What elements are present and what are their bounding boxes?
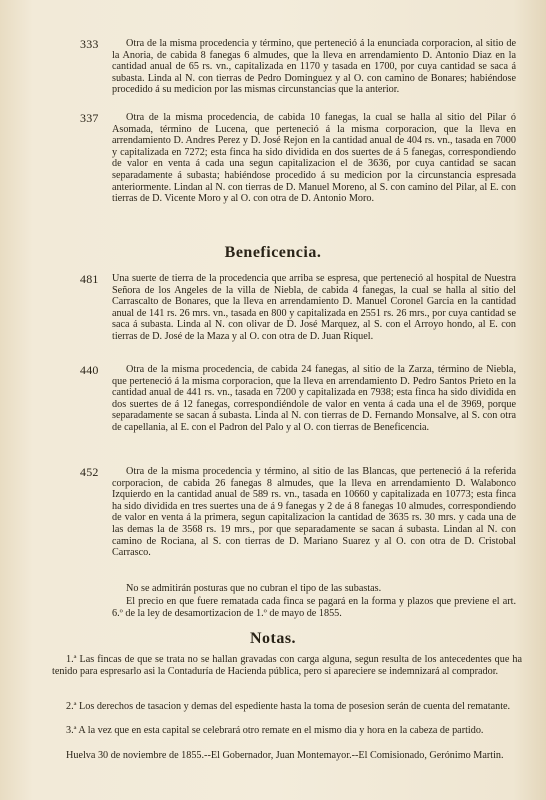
lot-description: Una suerte de tierra de la procedencia que arriba se espresa, que perteneció al hospital de Nuestra Señora de los Angeles de la villa de Niebla, de cabida 4 fanegas, la cual se halla al sitio del Carrascalto de Bonares, que la lleva en arrendamiento D. Manuel Coronel Garcia en la cantidad anual de 141 rs. 26 mrs. vn., tasada en 800 y capitalizada en 2551 rs. 26 mrs., por cuya cantidad se saca á subasta. Linda al N. con olivar de D. José Marquez, al S. con el Arroyo hondo, al E. con tierras de D. José de la Maza y al O. con otra de D. Juan Riquel. <box>112 273 516 342</box>
lot-description: Otra de la misma procedencia y término, al sitio de las Blancas, que perteneció á la referida corporacion, de cabida 26 fanegas 8 almudes, que la lleva en arrendamiento D. Walabonco Izquierdo en la cantidad anual de 589 rs. vn., tasada en 10660 y capitalizada en 10773; esta finca ha sido dividida en tres suertes una de á 9 fanegas y 2 de á 8 fanegas 10 almudes, correspondiendo de valor en venta á la primera, segun capitalizacion la cantidad de 3635 rs. 30 mrs. y cada una de las demas la de 3568 rs. 19 mrs., por que separadamente se sacan á subasta. Lindan al N. con camino de Rociana, al S. con tierras de D. Mariano Suarez y al O. con otra de D. Cristobal Carrasco. <box>112 466 516 559</box>
closing-paragraph: El precio en que fuere rematada cada finca se pagará en la forma y plazos que previene el art. 6.º de la ley de desamortizacion de 1.º de mayo de 1855. <box>112 596 516 619</box>
lot-number: 440 <box>80 363 99 377</box>
lot-description: Otra de la misma procedencia y término, que perteneció á la enunciada corporacion, al sitio de la Anoria, de cabida 8 fanegas 6 almudes, que la lleva en arrendamiento D. Antonio Diaz en la cantidad anual de 65 rs. vn., capitalizada en 1170 y tasada en 1700, por cuya cantidad se saca á subasta. Linda al N. con tierras de Pedro Dominguez y al O. con camino de Bonares; habiéndose procedido á su medicion por las mismas circunstancias que la anterior. <box>112 38 516 96</box>
note-item: 3.ª A la vez que en esta capital se celebrará otro remate en el mismo dia y hora en la cabeza de partido. <box>66 725 484 736</box>
note-item: 1.ª Las fincas de que se trata no se hallan gravadas con carga alguna, segun resulta de los antecedentes que ha tenido para espresarlo asi la Contaduría de Hacienda pública, pero si apareciere se indemnizará al comprador. <box>52 654 522 677</box>
lot-number: 481 <box>80 272 99 286</box>
lot-description: Otra de la misma procedencia, de cabida 24 fanegas, al sitio de la Zarza, término de Niebla, que perteneció á la misma corporacion, que la lleva en arrendamiento D. Pedro Santos Prieto en la cantidad anual de 441 rs. vn., tasada en 7200 y capitalizada en 7938; esta finca ha sido dividida en dos suertes de á 12 fanegas, correspondiéndole de valor en venta á cada una el de 3969, porque separadamente se sacan á subasta. Linda al N. con tierras de D. Fernando Monsalve, al S. con otra de capellania, al E. con el Padron del Palo y al O. con tierras de Beneficencia. <box>112 364 516 433</box>
signature-line: Huelva 30 de noviembre de 1855.--El Gobernador, Juan Montemayor.--El Comisionado, Gerónimo Martin. <box>66 750 504 761</box>
lot-number: 337 <box>80 111 99 125</box>
section-title: Beneficencia. <box>224 244 322 261</box>
closing-paragraph: No se admitirán posturas que no cubran el tipo de las subastas. <box>126 583 382 594</box>
note-item: 2.ª Los derechos de tasacion y demas del espediente hasta la toma de posesion serán de cuenta del rematante. <box>66 701 511 712</box>
lot-number: 333 <box>80 37 99 51</box>
notes-title: Notas. <box>249 630 297 647</box>
lot-number: 452 <box>80 465 99 479</box>
lot-description: Otra de la misma procedencia, de cabida 10 fanegas, la cual se halla al sitio del Pilar ó Asomada, término de Lucena, que perteneció á la misma corporacion, que la lleva en arrendamiento D. Andres Perez y D. José Rejon en la cantidad anual de 404 rs. vn., tasada en 7000 y capitalizada en 7272; esta finca ha sido dividida en dos suertes de á 5 fanegas, correspondiendo de valor en venta á cada una segun capitalizacion el de 3636, por cuya cantidad se sacan separadamente á subasta; habiéndose procedido á su medicion por la circunstancia espresada anteriormente. Lindan al N. con tierras de D. Manuel Moreno, al S. con camino del Pilar, al E. con tierras de D. Vicente Moro y al O. con otra de D. Antonio Moro. <box>112 112 516 205</box>
